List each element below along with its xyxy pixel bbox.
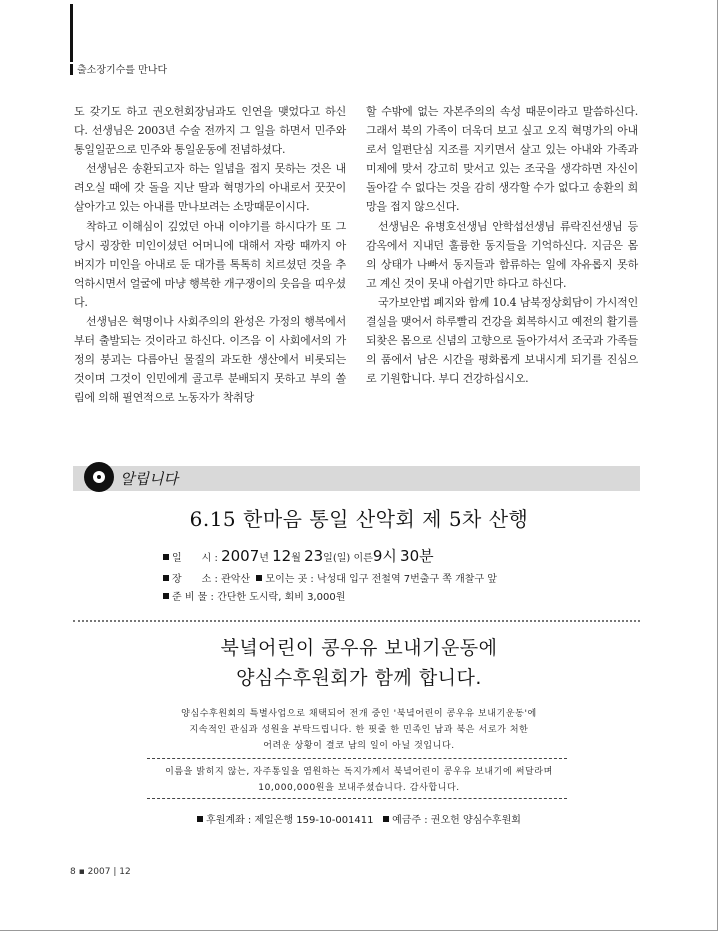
bullet-square-icon	[197, 816, 203, 822]
campaign-desc-line2: 지속적인 관심과 성원을 부탁드립니다. 한 핏줄 한 민족인 남과 북은 서로가 처한	[189, 725, 529, 735]
bullet-square-icon	[163, 593, 169, 599]
article-paragraph: 도 갖기도 하고 권오헌회장님과도 인연을 맺었다고 하신다. 선생님은 2003년 수술 전까지 그 일을 하면서 민주와 통일일꾼으로 민주와 통일운동에 전념하셨다.	[74, 105, 346, 157]
bullet-square-icon	[163, 554, 169, 560]
event-date: 일 시 : 2007년 12월 23일(일) 이른9시 30분	[163, 545, 434, 566]
campaign-desc-line3: 어려운 상황이 결코 남의 일이 아닐 것입니다.	[263, 741, 455, 751]
campaign-title-line2: 양심수후원회가 함께 합니다.	[236, 667, 482, 689]
article-paragraph: 착하고 이해심이 깊었던 아내 이야기를 하시다가 또 그 당시 굉장한 미인이셨던 어머니에 대해서 자랑 때까지 아버지가 미인을 아내로 둔 대가를 톡톡히 치르셨던 것을 추억하시면서 얼굴에 마냥 행복한 개구쟁이의 웃음을 띠우셨다.	[74, 219, 346, 309]
campaign-desc-line1: 양심수후원회의 특별사업으로 채택되어 전개 중인 '북녘어린이 콩우유 보내기운동'에	[181, 709, 537, 719]
event-supplies: 준 비 물 : 간단한 도시락, 회비 3,000원	[163, 588, 345, 603]
bullet-square-icon	[256, 575, 262, 581]
issue-label: 2007 | 12	[87, 867, 131, 877]
notice-label: 알립니다	[120, 470, 178, 488]
dashed-divider	[147, 798, 567, 799]
article-paragraph: 선생님은 송환되고자 하는 일념을 접지 못하는 것은 내려오실 때에 갓 돌을 지난 딸과 혁명가의 아내로서 꿋꿋이 살아가고 있는 아내를 만나보려는 소망때문이시다.	[74, 162, 346, 214]
article-paragraph: 할 수밖에 없는 자본주의의 속성 때문이라고 말씀하신다. 그래서 북의 가족이 더욱더 보고 싶고 오직 혁명가의 아내로서 일편단심 지조를 지키면서 살고 있는 아내와 가족과 미제에 맞서 강고히 맞서고 있는 조국을 생각하면 자신이 돌아갈 수 없다는 것을 감히 생각할 수가 없다고 송환의 희망을 접지 않으신다.	[366, 105, 638, 214]
header-rule	[70, 4, 73, 62]
article-paragraph: 국가보안법 폐지와 함께 10.4 남북정상회담이 가시적인 결실을 맺어서 하루빨리 건강을 회복하시고 예전의 활기를 되찾은 몸으로 신념의 고향으로 돌아가셔서 조국과 가족들의 품에서 남은 시간을 평화롭게 보내시게 되기를 진심으로 기원합니다. 부디 건강하십시오.	[366, 295, 638, 386]
page-footer: 8 ▪ 2007 | 12	[70, 867, 131, 877]
page-number: 8	[70, 867, 76, 877]
section-label: 출소장기수를 만나다	[70, 61, 167, 76]
event-place: 장 소 : 관악산 모이는 곳 : 낙성대 입구 전철역 7번출구 쪽 개찰구 앞	[163, 570, 497, 585]
campaign-title-line1: 북녘어린이 콩우유 보내기운동에	[220, 637, 498, 659]
dotted-divider	[73, 620, 640, 622]
bullet-square-icon	[383, 816, 389, 822]
article-paragraph: 선생님은 유병호선생님 안학섭선생님 류락진선생님 등 감옥에서 지내던 훌륭한 동지들을 기억하신다. 지금은 몸의 상태가 나빠서 동지들과 함류하는 일에 자유롭지 못하고 계신 것이 못내 아쉽기만 하다고 하신다.	[366, 219, 638, 290]
wheel-emblem-icon	[84, 462, 114, 492]
article-column-right	[366, 102, 638, 388]
donation-thanks-line1: 이름을 밝히지 않는, 자주통일을 염원하는 독지가께서 북녘어린이 콩우유 보내기에 써달라며	[165, 767, 553, 777]
article-column-left	[74, 102, 346, 408]
donation-thanks-line2: 10,000,000원을 보내주셨습니다. 감사합니다.	[258, 783, 460, 793]
donation-account: 후원계좌 : 제일은행 159-10-001411 예금주 : 권오헌 양심수후원회	[0, 811, 718, 826]
article-paragraph: 선생님은 혁명이나 사회주의의 완성은 가정의 행복에서부터 출발되는 것이라고 하신다. 이즈음 이 사회에서의 가정의 붕괴는 다름아닌 물질의 과도한 생산에서 비롯되는 것이며 그것이 인민에게 골고루 분배되지 못하고 부의 쏠림에 의해 필연적으로 노동자가 착취당	[74, 315, 346, 405]
event-title: 6.15 한마음 통일 산악회 제 5차 산행	[189, 507, 529, 531]
dashed-divider	[147, 758, 567, 759]
bullet-square-icon	[163, 575, 169, 581]
